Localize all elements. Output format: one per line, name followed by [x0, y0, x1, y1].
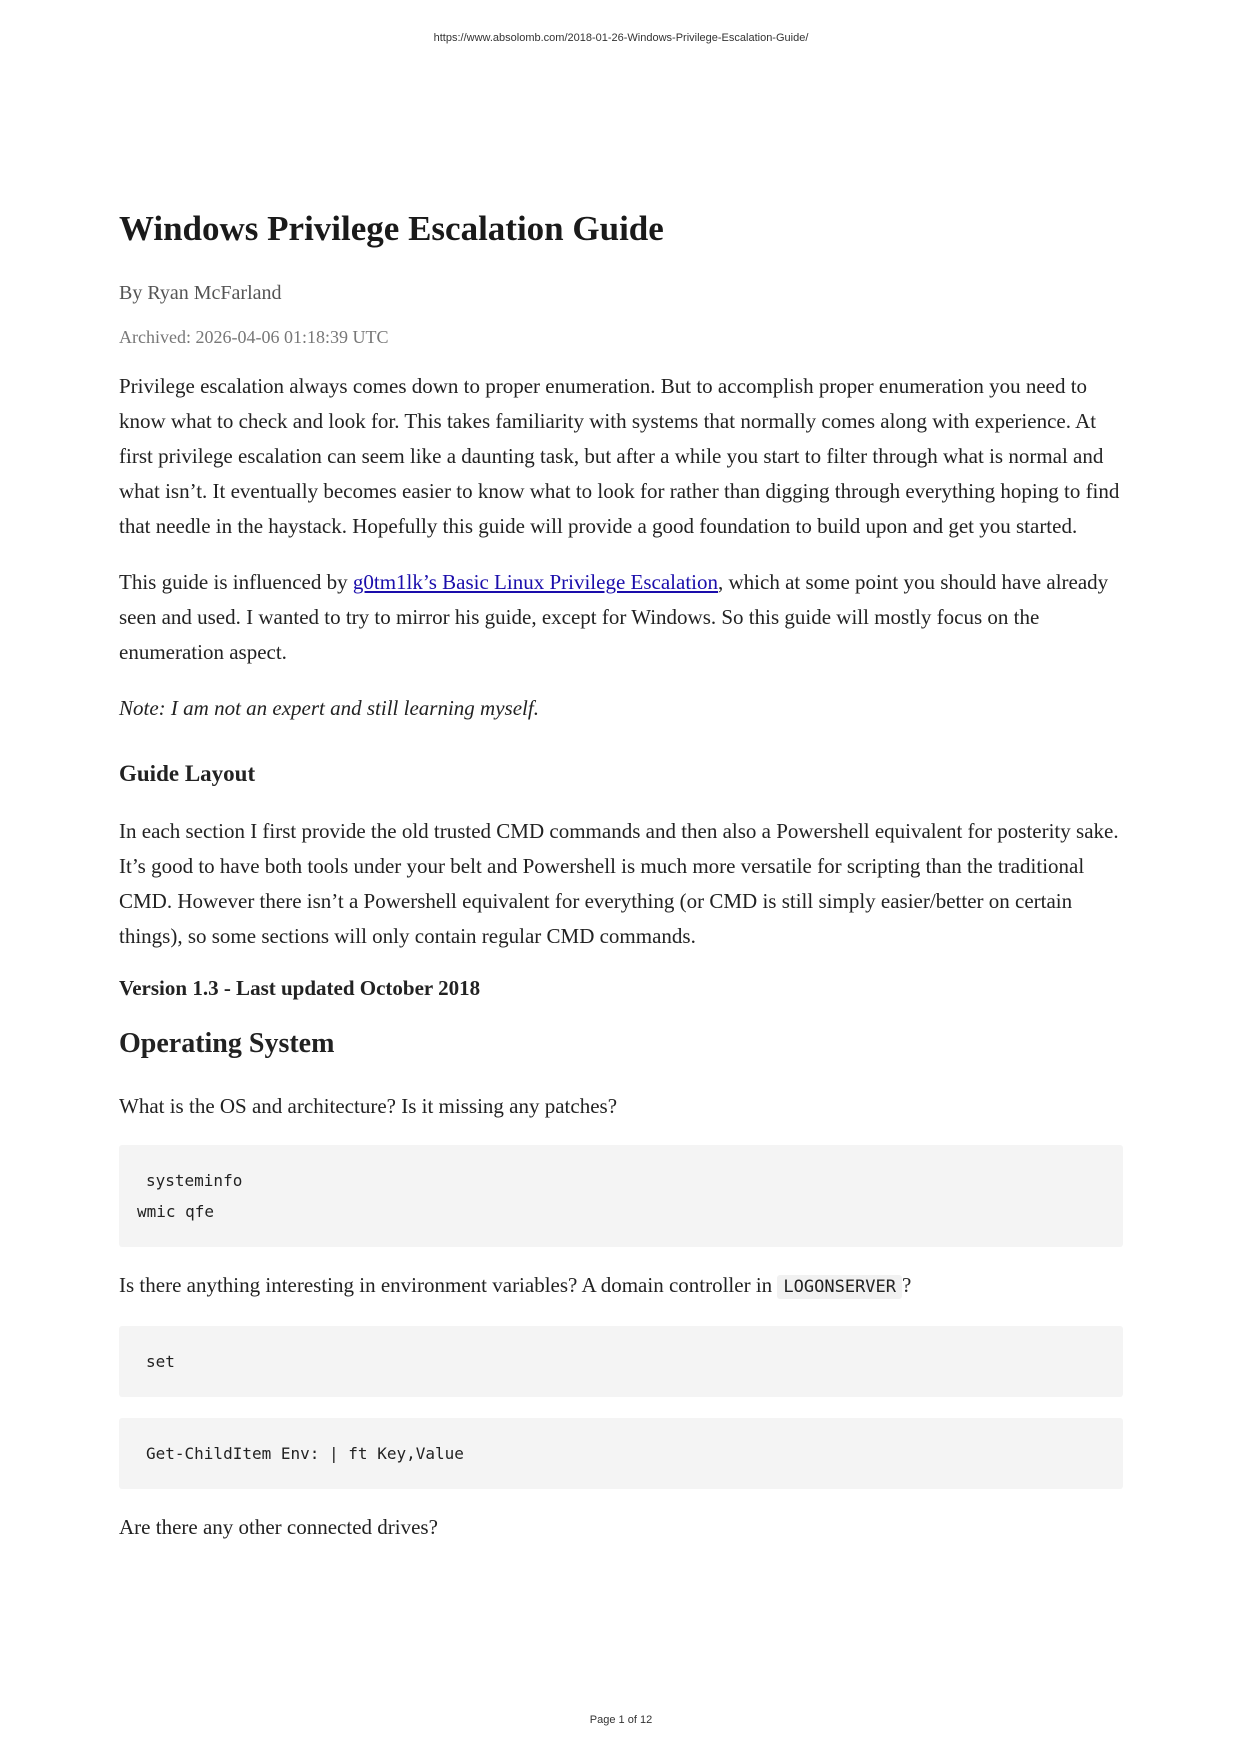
env-question — [119, 1268, 1123, 1305]
drives-question: Are there any other connected drives? — [119, 1514, 438, 1539]
influence-text-before: This guide is influenced by — [119, 570, 353, 595]
code-line-get-childitem-env: Get-ChildItem Env: | ft Key,Value — [146, 1443, 464, 1463]
os-question: What is the OS and architecture? Is it missing any patches? — [119, 1093, 618, 1118]
code-line-systeminfo: systeminfo — [146, 1170, 243, 1190]
code-block-get-childitem-env[interactable] — [119, 1418, 1123, 1489]
code-line-set: set — [146, 1351, 175, 1371]
guide-layout-heading: Guide Layout — [119, 761, 256, 787]
code-block-systeminfo[interactable] — [119, 1145, 1123, 1247]
archived-timestamp: Archived: 2026-04-06 01:18:39 UTC — [119, 327, 389, 347]
guide-layout-paragraph: In each section I first provide the old trusted CMD commands and then also a Powershell equivalent for posterity sake. It’s good to have both tools under your belt and Powershell is much more versatile for scripting than the traditional CMD. However there isn’t a Powershell equivalent for everything (or CMD is still simply easier/better on certain things), so some sections will only contain regular CMD commands. — [119, 818, 1119, 948]
version-note: Version 1.3 - Last updated October 2018 — [119, 975, 481, 1000]
code-block-set[interactable] — [119, 1326, 1123, 1397]
env-question-before: Is there anything interesting in environment variables? A domain controller in — [119, 1272, 778, 1297]
page-number-footer: Page 1 of 12 — [589, 1714, 653, 1726]
logonserver-inline-code: LOGONSERVER — [777, 1275, 902, 1299]
article-title: Windows Privilege Escalation Guide — [119, 209, 664, 248]
article-content — [119, 208, 1123, 1566]
article-byline: By Ryan McFarland — [119, 282, 282, 304]
env-question-after: ? — [902, 1272, 912, 1297]
g0tm1lk-guide-link[interactable]: g0tm1lk’s Basic Linux Privilege Escalation — [352, 570, 718, 595]
operating-system-heading: Operating System — [119, 1028, 335, 1060]
page-url-header: https://www.absolomb.com/2018-01-26-Windows-Privilege-Escalation-Guide/ — [433, 32, 809, 44]
code-line-wmic-qfe: wmic qfe — [137, 1201, 215, 1221]
influence-text-after: , which at some point you should have already seen and used. I wanted to try to mirror his guide, except for Windows. So this guide will mostly focus on the enumeration aspect. — [119, 570, 1109, 665]
intro-paragraph: Privilege escalation always comes down to proper enumeration. But to accomplish proper enumeration you need to know what to check and look for. This takes familiarity with systems that normally comes along with experience. At first privilege escalation can seem like a daunting task, but after a while you start to filter through what is normal and what isn’t. It eventually becomes easier to know what to look for rather than digging through everything hoping to find that needle in the haystack. Hopefully this guide will provide a good foundation to build upon and get you started. — [119, 374, 1120, 539]
author-note: Note: I am not an expert and still learning myself. — [119, 696, 539, 721]
influence-paragraph — [119, 565, 1123, 670]
